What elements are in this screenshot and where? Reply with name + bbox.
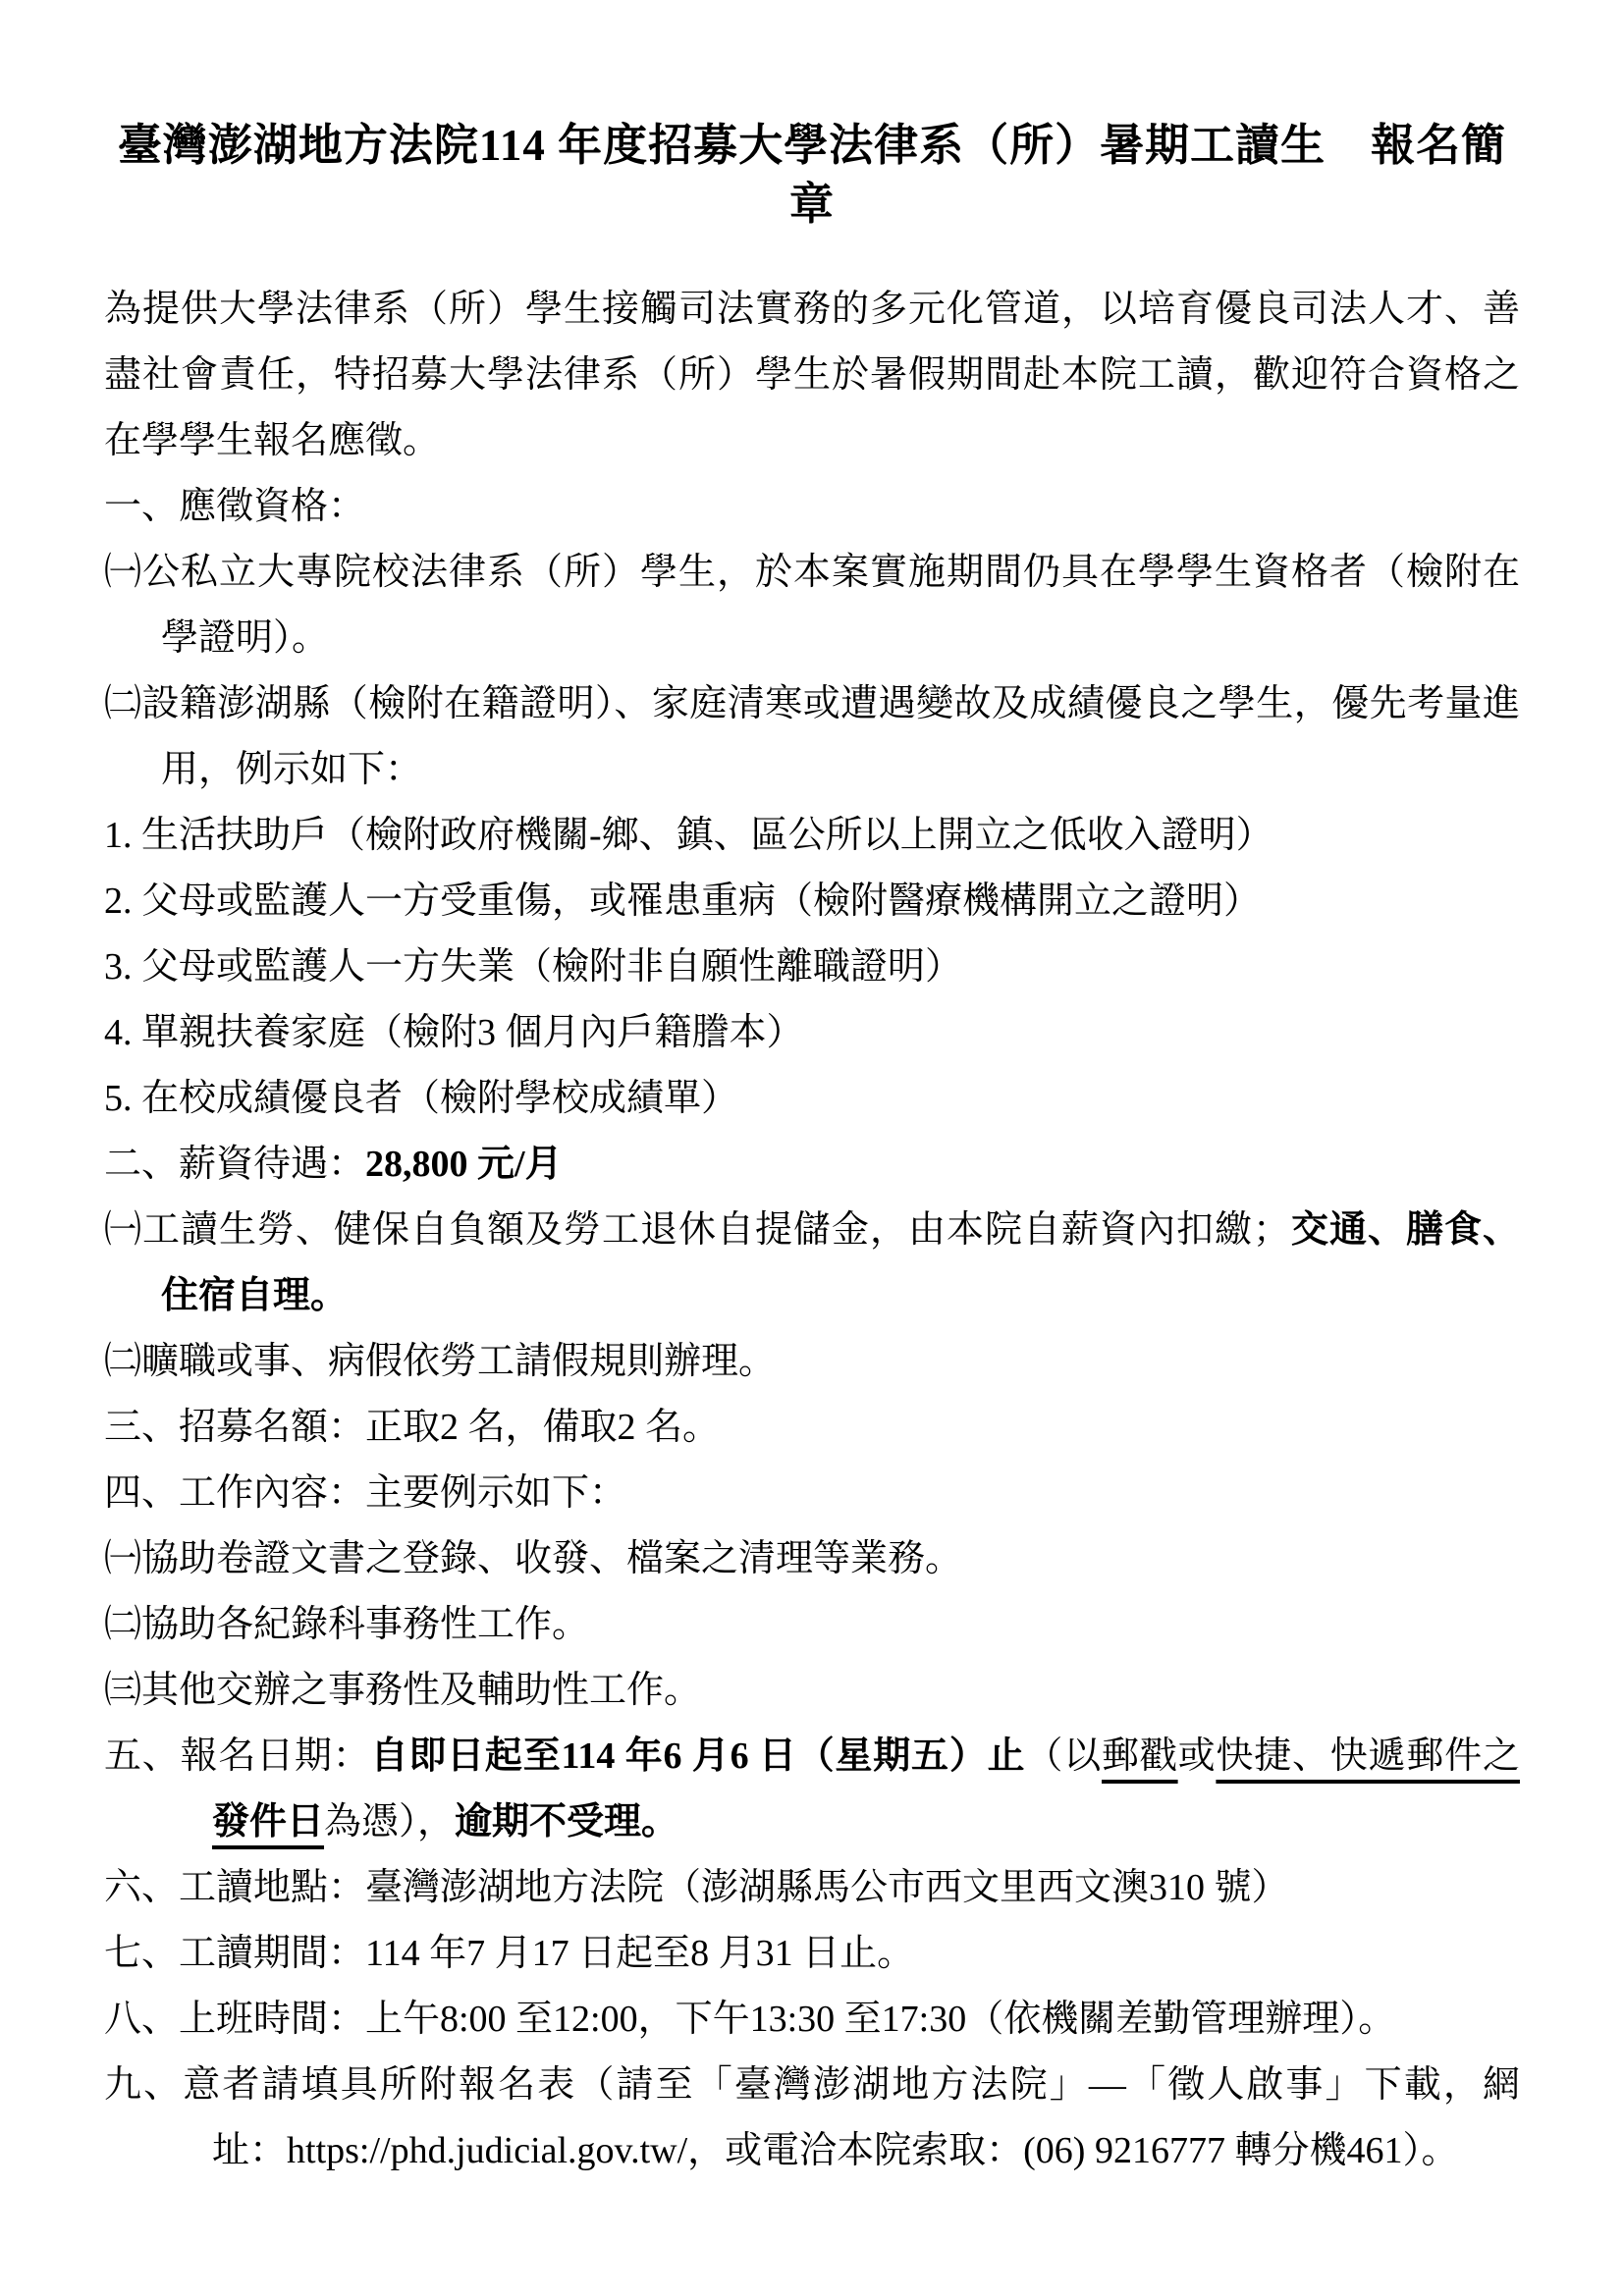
section-2-item-2: ㈡曠職或事、病假依勞工請假規則辦理。 <box>104 1341 777 1382</box>
section-9-url: https://phd.judicial.gov.tw/ <box>287 2130 688 2171</box>
intro-paragraph: 為提供大學法律系（所）學生接觸司法實務的多元化管道，以培育優良司法人才、善盡社會責任，特招募大學法律系（所）學生於暑假期間赴本院工讀，歡迎符合資格之在學學生報名應徵。 <box>104 289 1520 461</box>
section-5-label: 五、報名日期： <box>104 1735 371 1777</box>
section-5-overdue-bold: 逾期不受理。 <box>455 1801 679 1842</box>
section-5-text-1: （以 <box>1025 1735 1103 1777</box>
section-2-label: 二、薪資待遇： <box>104 1144 366 1185</box>
section-2-item-1-bold-text: 交通、膳食、住宿自理。 <box>161 1209 1520 1316</box>
section-1-sub-item-1: 1. 生活扶助戶（檢附政府機關-鄉、鎮、區公所以上開立之低收入證明） <box>104 815 1273 856</box>
section-5-text-3: 為憑）， <box>324 1801 456 1842</box>
section-1-sub-item-5: 5. 在校成績優良者（檢附學校成績單） <box>104 1078 739 1119</box>
section-6-heading: 六、工讀地點：臺灣澎湖地方法院（澎湖縣馬公市西文里西文澳310 號） <box>104 1867 1289 1908</box>
section-5-text-2: 或 <box>1177 1735 1217 1777</box>
section-2-salary-value: 28,800 元/月 <box>365 1144 563 1185</box>
section-5-underline-postmark: 郵戳 <box>1102 1735 1178 1777</box>
section-1-sub-item-2: 2. 父母或監護人一方受重傷，或罹患重病（檢附醫療機構開立之證明） <box>104 881 1262 922</box>
section-2-item-1 <box>104 1198 1520 1329</box>
section-8-heading: 八、上班時間：上午8:00 至12:00，下午13:30 至17:30（依機關差勤管理辦理）。 <box>104 1999 1396 2040</box>
document-title: 臺灣澎湖地方法院114 年度招募大學法律系（所）暑期工讀生 報名簡章 <box>117 121 1507 229</box>
section-2-item-1-text: ㈠工讀生勞、健保自負額及勞工退休自提儲金，由本院自薪資內扣繳； <box>104 1209 1290 1251</box>
section-5-underline-courier: 快捷、快遞郵件之 <box>1216 1735 1520 1777</box>
section-1-item-1: ㈠公私立大專院校法律系（所）學生，於本案實施期間仍具在學學生資格者（檢附在學證明）。 <box>104 552 1520 659</box>
section-9-paragraph <box>104 2053 1520 2184</box>
section-4-item-1: ㈠協助卷證文書之登錄、收發、檔案之清理等業務。 <box>104 1538 963 1579</box>
section-9-text-before-url: 九、意者請填具所附報名表（請至「臺灣澎湖地方法院」—「徵人啟事」下載，網址： <box>104 2064 1520 2171</box>
section-1-sub-item-4: 4. 單親扶養家庭（檢附3 個月內戶籍謄本） <box>104 1012 804 1053</box>
section-3-heading: 三、招募名額：正取2 名，備取2 名。 <box>104 1407 721 1448</box>
section-1-sub-item-3: 3. 父母或監護人一方失業（檢附非自願性離職證明） <box>104 946 963 988</box>
section-1-heading: 一、應徵資格： <box>104 486 366 527</box>
section-4-heading: 四、工作內容：主要例示如下： <box>104 1472 627 1514</box>
section-7-heading: 七、工讀期間：114 年7 月17 日起至8 月31 日止。 <box>104 1933 915 1974</box>
section-4-item-3: ㈢其他交辦之事務性及輔助性工作。 <box>104 1670 702 1711</box>
section-5-underline-bold-senddate: 發件日 <box>212 1801 325 1842</box>
section-4-item-2: ㈡協助各紀錄科事務性工作。 <box>104 1604 590 1645</box>
section-9-text-after-url: ，或電洽本院索取：(06) 9216777 轉分機461）。 <box>687 2130 1459 2171</box>
section-5-deadline-bold: 自即日起至114 年6 月6 日（星期五）止 <box>370 1735 1026 1777</box>
section-1-item-2: ㈡設籍澎湖縣（檢附在籍證明）、家庭清寒或遭遇變故及成績優良之學生，優先考量進用，例示如下： <box>104 683 1520 790</box>
section-5-paragraph <box>104 1724 1520 1855</box>
section-2-heading <box>104 1132 1520 1198</box>
